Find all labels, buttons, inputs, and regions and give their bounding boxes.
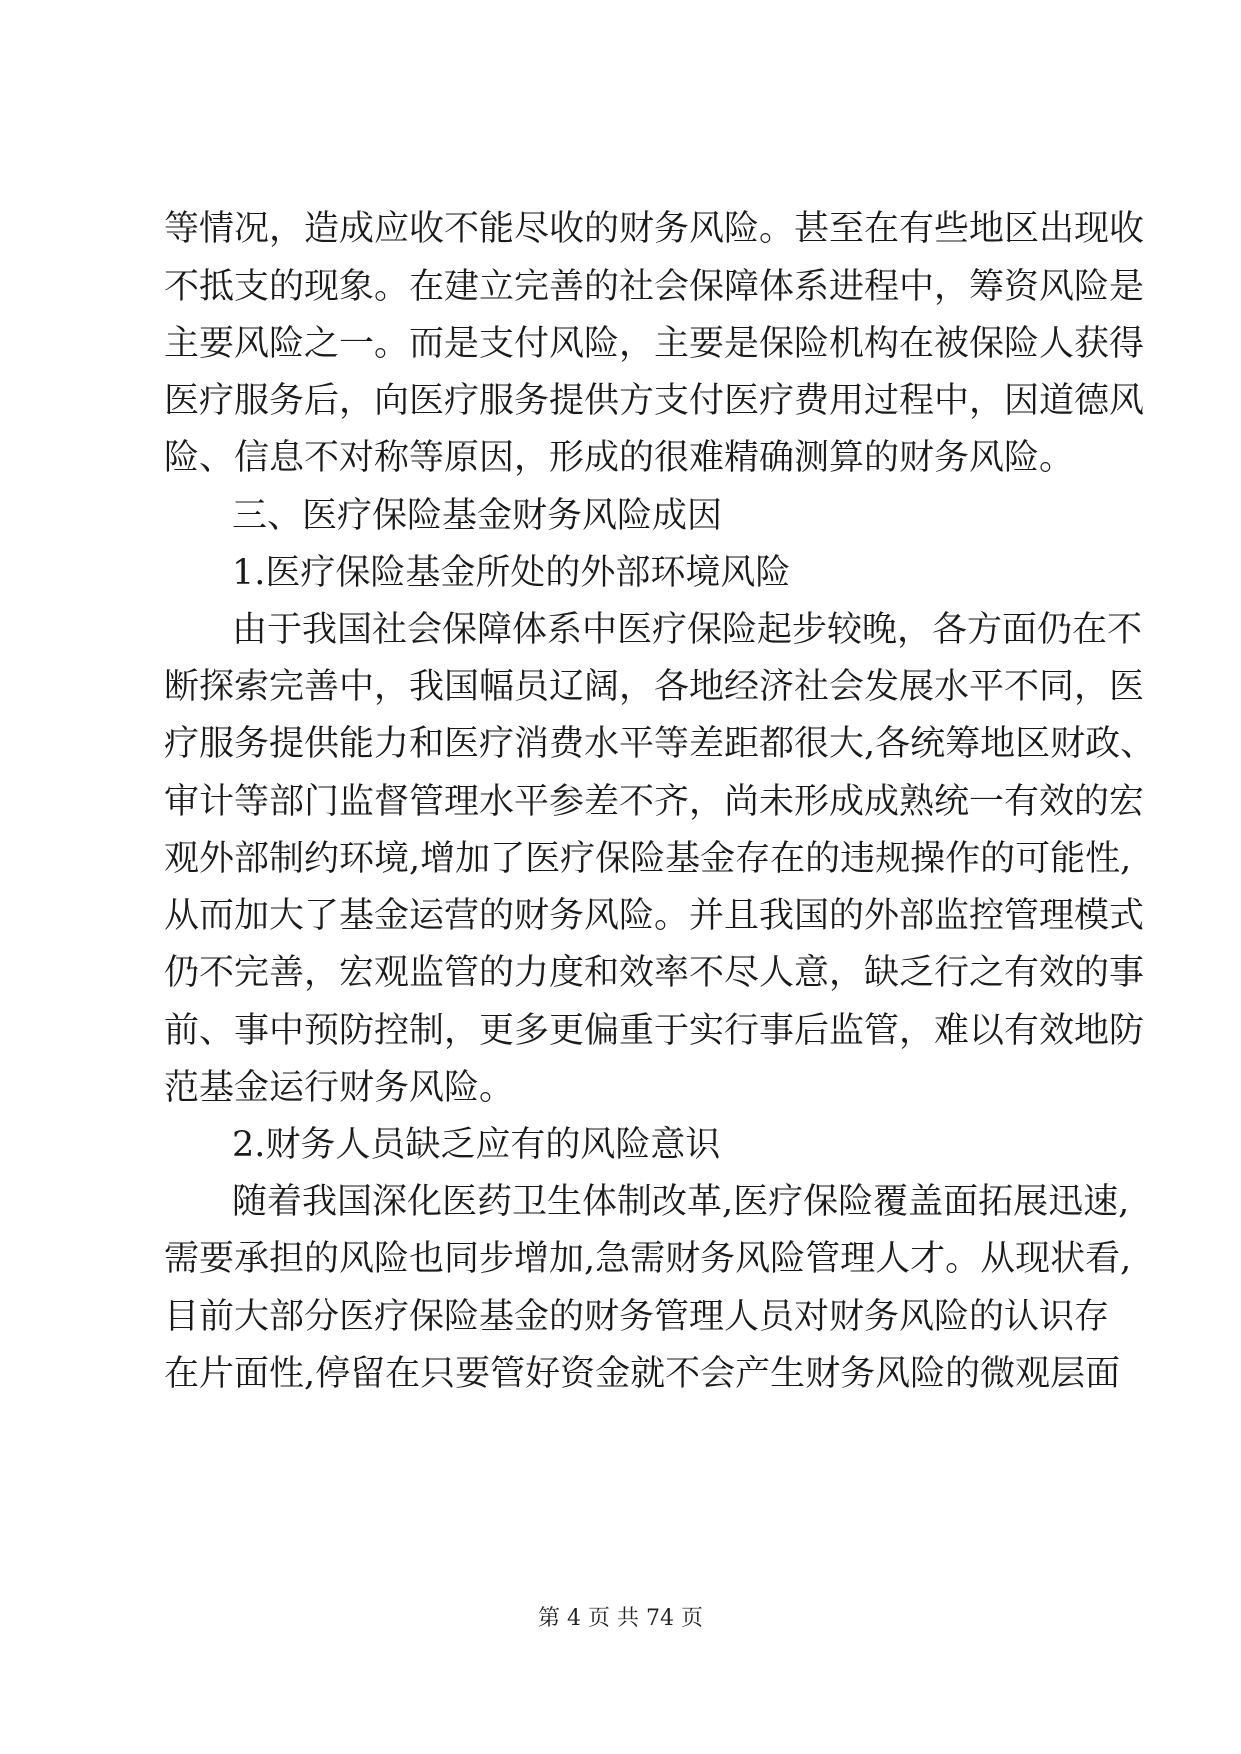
page-number-footer: 第 4 页 共 74 页 [538,1606,703,1631]
paragraph-line: 前、事中预防控制，更多更偏重于实行事后监管，难以有效地防 [164,1011,1145,1051]
paragraph-line: 审计等部门监督管理水平参差不齐，尚未形成成熟统一有效的宏 [164,782,1145,822]
paragraph-line: 疗服务提供能力和医疗消费水平等差距都很大,各统筹地区财政、 [164,724,1156,764]
paragraph-line: 仍不完善，宏观监管的力度和效率不尽人意，缺乏行之有效的事 [164,953,1145,993]
paragraph-line: 在片面性,停留在只要管好资金就不会产生财务风险的微观层面 [164,1354,1121,1394]
paragraph-line: 需要承担的风险也同步增加,急需财务风险管理人才。从现状看, [164,1239,1132,1279]
subsection-heading: 1.医疗保险基金所处的外部环境风险 [232,553,791,593]
subsection-heading: 2.财务人员缺乏应有的风险意识 [232,1125,721,1165]
paragraph-line: 由于我国社会保障体系中医疗保险起步较晚，各方面仍在不 [232,610,1143,650]
paragraph-line: 范基金运行财务风险。 [164,1068,515,1108]
paragraph-line: 目前大部分医疗保险基金的财务管理人员对财务风险的认识存 [164,1297,1110,1337]
paragraph-line: 主要风险之一。而是支付风险，主要是保险机构在被保险人获得 [164,324,1145,364]
paragraph-line: 随着我国深化医药卫生体制改革,医疗保险覆盖面拓展迅速, [232,1182,1130,1222]
paragraph-line: 不抵支的现象。在建立完善的社会保障体系进程中，筹资风险是 [164,267,1145,307]
paragraph-line: 等情况，造成应收不能尽收的财务风险。甚至在有些地区出现收 [164,209,1145,249]
section-heading: 三、医疗保险基金财务风险成因 [232,496,723,536]
paragraph-line: 观外部制约环境,增加了医疗保险基金存在的违规操作的可能性, [164,839,1132,879]
paragraph-line: 从而加大了基金运营的财务风险。并且我国的外部监控管理模式 [164,896,1145,936]
paragraph-line: 医疗服务后，向医疗服务提供方支付医疗费用过程中，因道德风 [164,381,1145,421]
paragraph-line: 险、信息不对称等原因，形成的很难精确测算的财务风险。 [164,438,1075,478]
paragraph-line: 断探索完善中，我国幅员辽阔，各地经济社会发展水平不同，医 [164,667,1145,707]
